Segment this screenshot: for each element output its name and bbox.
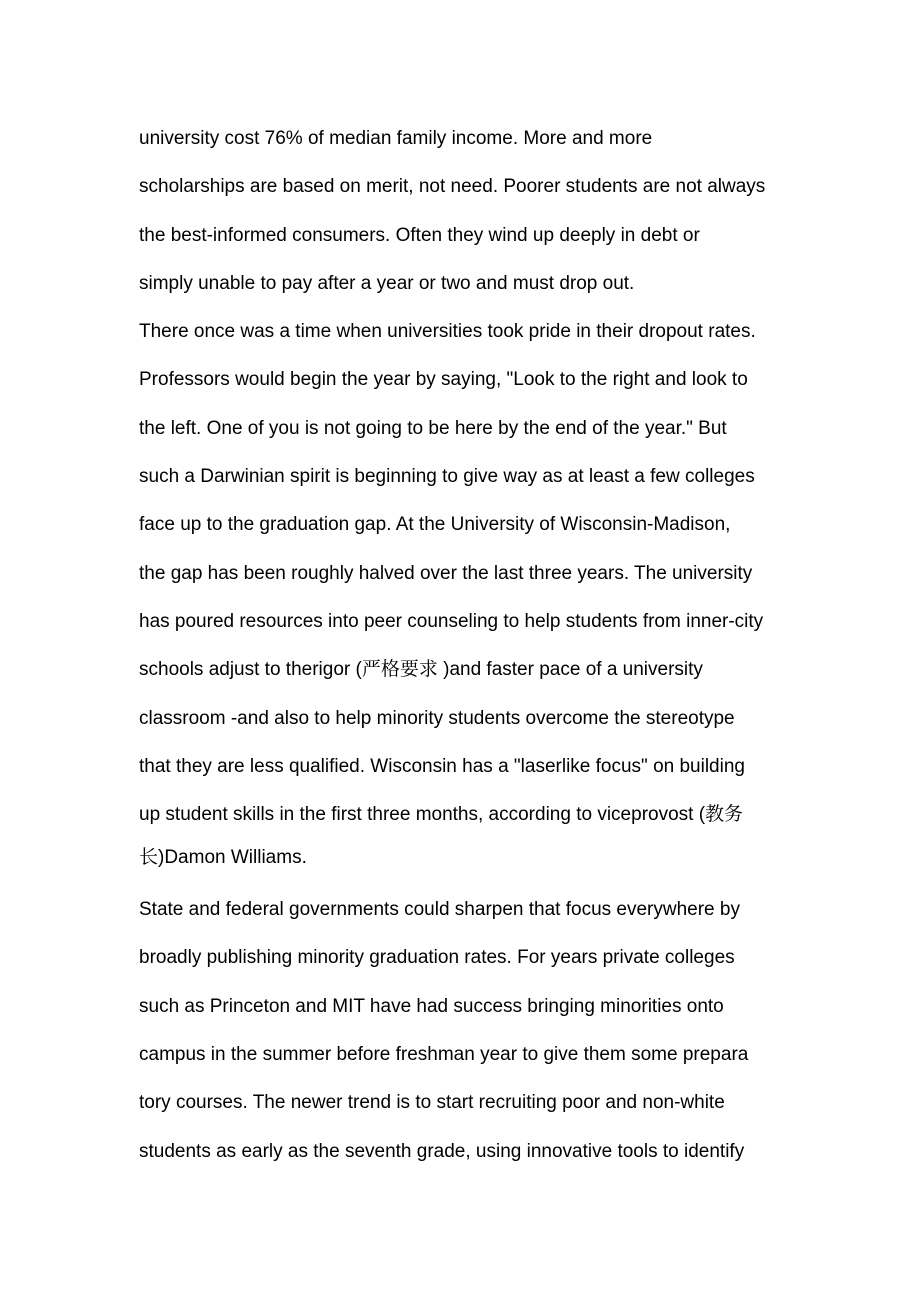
text-line: broadly publishing minority graduation rates. For years private colleges: [139, 947, 735, 969]
text-line: has poured resources into peer counseling to help students from inner-city: [139, 610, 764, 632]
text-line: up student skills in the first three months, according to viceprovost (教务: [139, 804, 744, 826]
text-line: State and federal governments could sharpen that focus everywhere by: [139, 899, 740, 921]
text-line: schools adjust to therigor (严格要求 )and faster pace of a university: [139, 659, 703, 681]
text-line: students as early as the seventh grade, using innovative tools to identify: [139, 1140, 745, 1162]
text-line: There once was a time when universities took pride in their dropout rates.: [139, 321, 756, 343]
text-line: campus in the summer before freshman year to give them some prepara: [139, 1044, 749, 1066]
body-text: [139, 120, 819, 1181]
text-line: that they are less qualified. Wisconsin has a "laserlike focus" on building: [139, 755, 745, 777]
text-line: 长)Damon Williams.: [139, 847, 307, 869]
text-line: such as Princeton and MIT have had success bringing minorities onto: [139, 995, 724, 1017]
text-line: classroom -and also to help minority students overcome the stereotype: [139, 707, 735, 729]
text-line: face up to the graduation gap. At the University of Wisconsin-Madison,: [139, 514, 731, 536]
text-line: tory courses. The newer trend is to start recruiting poor and non-white: [139, 1092, 725, 1114]
text-line: Professors would begin the year by saying, "Look to the right and look to: [139, 369, 748, 391]
text-line: the gap has been roughly halved over the last three years. The university: [139, 562, 753, 584]
text-line: university cost 76% of median family income. More and more: [139, 128, 653, 149]
text-line: the best-informed consumers. Often they wind up deeply in debt or: [139, 224, 700, 246]
text-line: the left. One of you is not going to be here by the end of the year." But: [139, 417, 727, 439]
text-line: simply unable to pay after a year or two and must drop out.: [139, 272, 635, 294]
text-line: scholarships are based on merit, not need. Poorer students are not always: [139, 176, 766, 198]
text-line: such a Darwinian spirit is beginning to give way as at least a few colleges: [139, 466, 755, 488]
